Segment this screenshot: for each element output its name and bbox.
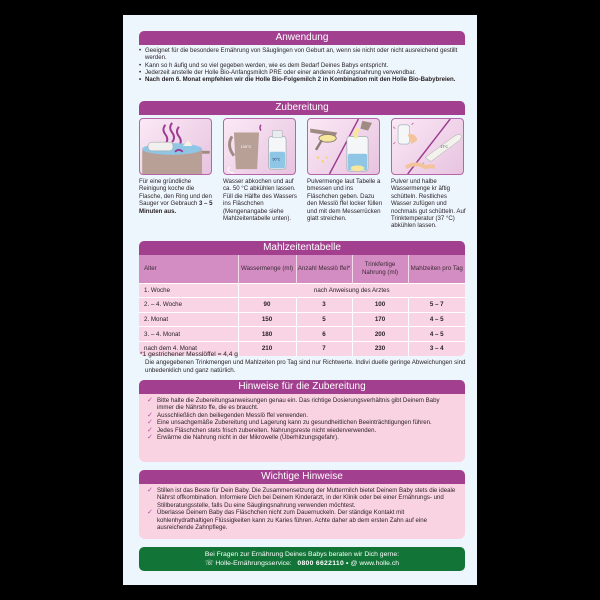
contact-line-1: Bei Fragen zur Ernährung Deines Babys beraten wir Dich gerne: — [204, 551, 400, 558]
svg-text:50°C: 50°C — [272, 157, 281, 162]
kettle-bottle-icon — [223, 118, 296, 175]
anwendung-item: • Nach dem 6. Monat empfehlen wir die Holle Bio-Folgemilch 2 in Kombination mit den Holle Bio-Babybreien. — [139, 76, 469, 83]
section-header-zubereitung: Zubereitung — [139, 101, 465, 115]
table-row: 2. Monat 150 5 170 4 – 5 — [139, 312, 465, 327]
step-2-text: Wasser abkochen und auf ca. 50 °C abkühlen lassen. Füll die Hälfte des Wassers ins Fläschchen (Mengenangabe siehe Mahlzeitentabelle unten). — [223, 178, 297, 223]
table-row: nach dem 4. Monat 210 7 230 3 – 4 — [139, 341, 465, 356]
section-header-anwendung: Anwendung — [139, 31, 465, 45]
shake-test-icon — [391, 118, 464, 175]
hinweise-item: ✓ Ausschließlich den beiliegenden Messlö ffel verwenden. — [147, 412, 457, 419]
table-footnote: *1 gestrichener Messlöffel = 4,4 g — [140, 351, 238, 358]
anwendung-item: • Kann so h äufig und so viel gegeben werden, wie es dem Bedarf Deines Babys entspricht. — [139, 62, 469, 69]
step-1-text: Für eine gründliche Reinigung koche die Flasche, den Ring und den Sauger vor Gebrauch 3 – 5 Minuten aus. — [139, 178, 213, 215]
col-header-anzahl: Anzahl Messlö ffel* — [296, 255, 352, 283]
col-header-mahlzeiten: Mahlzeiten pro Tag — [408, 255, 465, 283]
hinweise-list — [139, 394, 465, 441]
wichtige-item: ✓ Stillen ist das Beste für Dein Baby. Die Zusammensetzung der Muttermilch bietet Deinem Baby stets die ideale Nährst offkombination. Informiere Dich bei Deinem Kinderarzt, in der Klinik oder bei einer Ernährungs- und Stillberatungsstelle, falls Du eine Säuglingsnahrung verwenden möchtest. — [147, 487, 457, 509]
wichtige-item: ✓ Überlasse Deinem Baby das Fläschchen nicht zum Dauernuckeln. Der ständige Kontakt mit kohlenhydrathaltigen Flüssigkeiten kann zu Karies führen. Achte daher ab dem ersten Zahn auf eine ausreichende Zahnpflege. — [147, 509, 457, 531]
hinweise-item: ✓ Bitte halte die Zubereitungsanweisungen genau ein. Das richtige Dosierungsverhältnis gibt Deinem Baby immer die Nährsto ffe, die es braucht. — [147, 397, 457, 412]
anwendung-list — [139, 47, 469, 83]
section-header-hinweise: Hinweise für die Zubereitung — [139, 380, 465, 394]
anwendung-item: • Geeignet für die besondere Ernährung von Säuglingen von Geburt an, wenn sie nicht oder nicht ausreichend gestillt werden. — [139, 47, 469, 62]
hinweise-item: ✓ Jedes Fläschchen stets frisch zubereiten. Nahrungsreste nicht wiederverwenden. — [147, 427, 457, 434]
wichtige-box — [139, 484, 465, 539]
hinweise-item: ✓ Eine unsachgemäße Zubereitung und Lagerung kann zu gesundheitlichen Beeinträchtigungen führen. — [147, 419, 457, 426]
boiling-pot-icon — [139, 118, 212, 175]
svg-text:37°C: 37°C — [440, 144, 448, 149]
hinweise-box — [139, 394, 465, 462]
section-header-wichtige: Wichtige Hinweise — [139, 470, 465, 484]
step-4-text: Pulver und halbe Wassermenge kr äftig schütteln. Restliches Wasser zufügen und nochmals gut schütteln. Auf Trinktemperatur (37 °C) abkühlen lassen. — [391, 178, 466, 230]
scoop-powder-icon — [307, 118, 380, 175]
hinweise-item: ✓ Erwärme die Nahrung nicht in der Mikrowelle (Überhitzungsgefahr). — [147, 434, 457, 441]
phone-number[interactable]: 0800 6622110 — [297, 560, 345, 567]
web-icon: @ — [350, 560, 358, 567]
website-link[interactable]: www.holle.ch — [359, 560, 399, 567]
anwendung-item: • Jederzeit anstelle der Holle Bio-Anfangsmilch PRE oder einer anderen Anfangsnahrung verwendbar. — [139, 69, 469, 76]
phone-icon: ☏ — [204, 560, 214, 567]
section-header-mahlzeitentabelle: Mahlzeitentabelle — [139, 241, 465, 255]
contact-line-2 — [139, 559, 465, 568]
wichtige-list — [139, 484, 465, 531]
table-row: 3. – 4. Monat 180 6 200 4 – 5 — [139, 327, 465, 342]
step-3-text: Pulvermenge laut Tabelle a bmessen und ins Fläschchen geben. Dazu den Messlö ffel locker füllen und mit dem Messerrücken glatt streichen. — [307, 178, 383, 223]
separator: • — [345, 560, 349, 567]
table-note: Die angegebenen Trinkmengen und Mahlzeiten pro Tag sind nur Richtwerte. Indivi duelle geringe Abweichungen sind unbedenklich und ganz natürlich. — [145, 359, 466, 374]
service-label: Holle-Ernährungsservice: — [215, 560, 292, 567]
col-header-wassermenge: Wassermenge (ml) — [238, 255, 296, 283]
feeding-table — [139, 255, 465, 356]
col-header-trinkfertige: Trinkfertige Nahrung (ml) — [352, 255, 408, 283]
svg-text:100°C: 100°C — [240, 144, 252, 149]
contact-banner — [139, 547, 465, 571]
table-row: 1. Woche nach Anweisung des Arztes — [139, 283, 465, 298]
col-header-alter: Alter — [139, 255, 238, 283]
package-back-panel — [123, 15, 477, 585]
table-row: 2. – 4. Woche 90 3 100 5 – 7 — [139, 298, 465, 313]
